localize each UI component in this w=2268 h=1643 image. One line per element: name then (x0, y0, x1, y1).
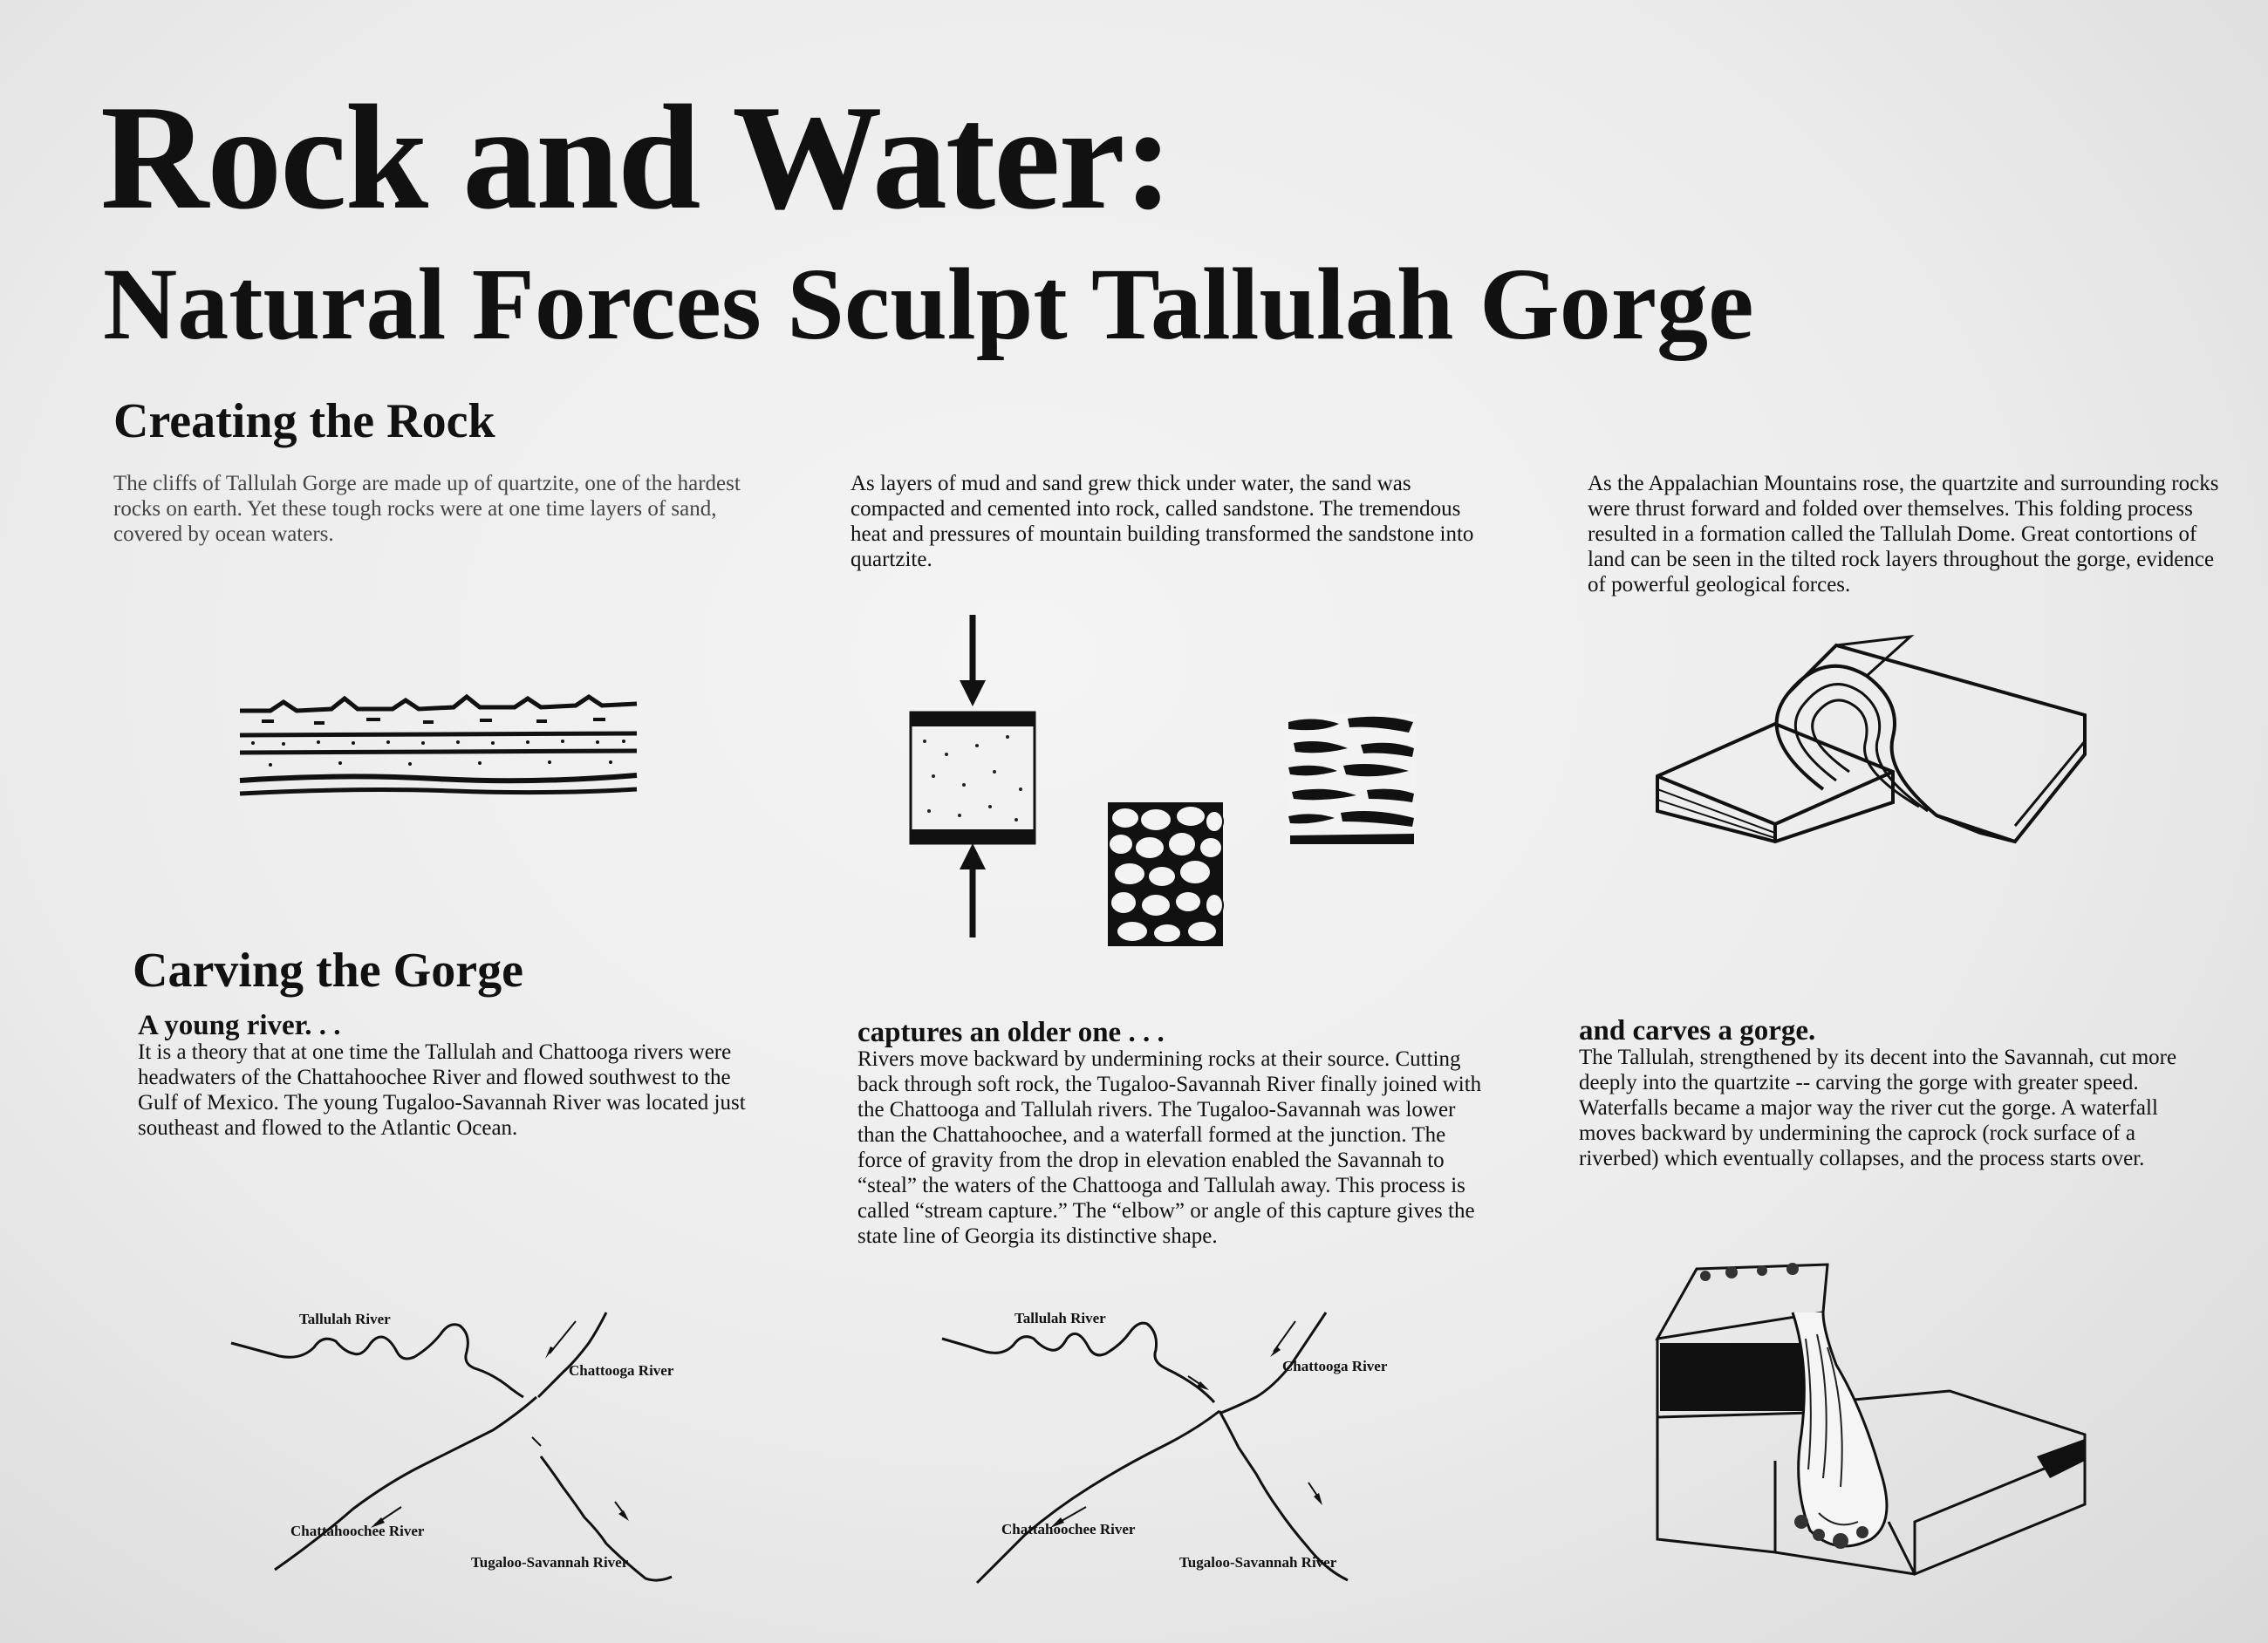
carves-gorge-subheading: and carves a gorge. (1579, 1015, 1816, 1046)
map1-tugaloo-label: Tugaloo-Savannah River (471, 1554, 629, 1571)
carving-heading: Carving the Gorge (133, 944, 523, 998)
sand-layers-illustration (236, 693, 646, 802)
map2-tallulah-label: Tallulah River (1014, 1310, 1106, 1326)
creating-text-3: As the Appalachian Mountains rose, the quartzite and surrounding rocks were thrust forward and folded over themselves. This folding process resulted in a formation called the Tallulah Dome. Great contortions of land can be seen in the tilted rock layers throughout the gorge, evidence of powerful geological forces. (1588, 472, 2219, 597)
sandstone-texture-illustration (1108, 802, 1223, 946)
quartzite-texture-illustration (1287, 713, 1416, 844)
young-river-subheading: A young river. . . (138, 1010, 341, 1041)
creating-text-1: The cliffs of Tallulah Gorge are made up of quartzite, one of the hardest rocks on earth. Yet these tough rocks were at one time layers of sand, covered by ocean waters. (113, 472, 741, 546)
waterfall-gorge-illustration (1653, 1260, 2089, 1592)
creating-heading: Creating the Rock (113, 394, 495, 448)
map1-chattooga-label: Chattooga River (569, 1362, 674, 1379)
river-map-captured (942, 1299, 1396, 1587)
folded-rock-illustration (1649, 632, 2102, 863)
carves-gorge-text: The Tallulah, strengthened by its decent into the Savannah, cut more deeply into the quartzite -- carving the gorge with greater speed. Waterfalls became a major way the river cut the gorge. A waterfall moves backward by undermining the caprock (rock surface of a riverbed) which eventually collapses, and the process starts over. (1579, 1046, 2177, 1170)
map2-chattahoochee-label: Chattahoochee River (1001, 1521, 1136, 1537)
river-map-young (231, 1299, 772, 1587)
young-river-text: It is a theory that at one time the Tallulah and Chattooga rivers were headwaters of the Chattahoochee River and flowed southwest to the Gulf of Mexico. The young Tugaloo-Savannah River was located just southeast and flowed to the Atlantic Ocean. (138, 1040, 746, 1140)
map1-chattahoochee-label: Chattahoochee River (290, 1523, 425, 1539)
map2-tugaloo-label: Tugaloo-Savannah River (1179, 1554, 1337, 1571)
map1-tallulah-label: Tallulah River (299, 1311, 391, 1327)
page-title: Rock and Water: (100, 75, 1172, 241)
creating-text-2: As layers of mud and sand grew thick under water, the sand was compacted and cemented into rock, called sandstone. The tremendous heat and pressures of mountain building transformed the sandstone into quartzite. (850, 472, 1474, 571)
map2-chattooga-label: Chattooga River (1282, 1358, 1388, 1374)
compaction-illustration (907, 615, 1038, 937)
page-subtitle: Natural Forces Sculpt Tallulah Gorge (103, 247, 1754, 361)
captures-text: Rivers move backward by undermining rocks at their source. Cutting back through soft rock, the Tugaloo-Savannah River finally joined with the Chattooga and Tallulah rivers. The Tugaloo-Savannah was lower than the Chattahoochee, and a waterfall formed at the junction. The force of gravity from the drop in elevation enabled the Savannah to “steal” the waters of the Chattooga and Tallulah away. This process is called “stream capture.” The “elbow” or angle of this capture gives the state line of Georgia its distinctive shape. (857, 1047, 1482, 1248)
captures-subheading: captures an older one . . . (857, 1017, 1165, 1048)
